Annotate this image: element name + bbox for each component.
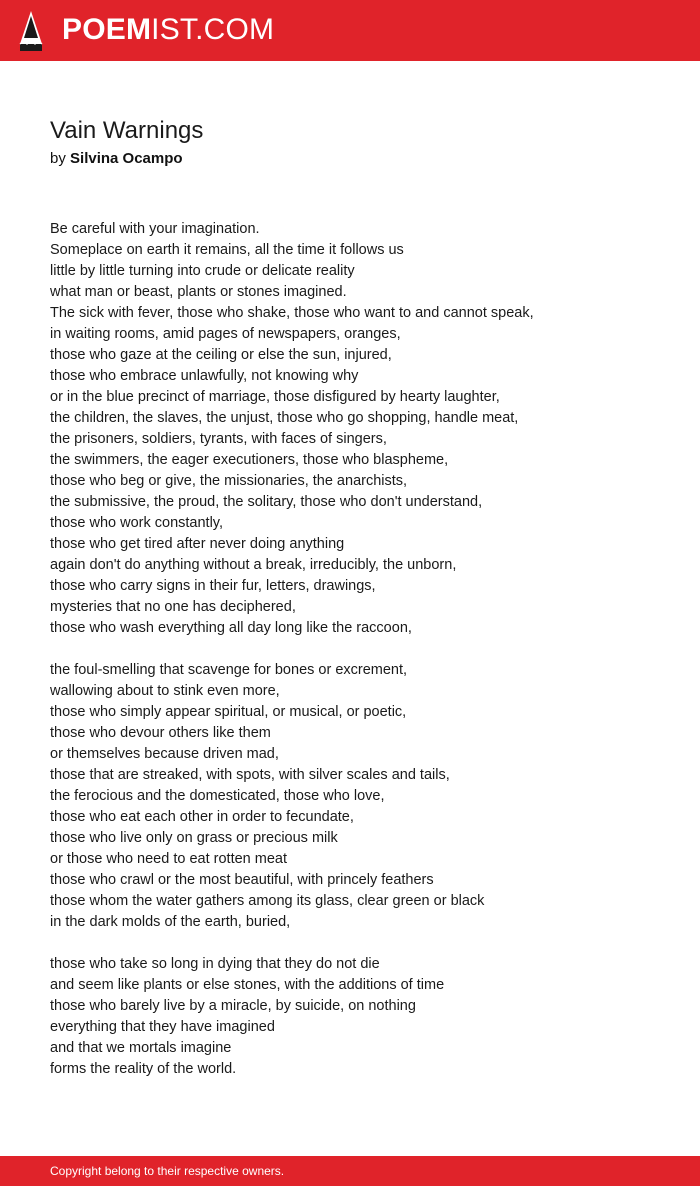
poem-line: those who beg or give, the missionaries, the anarchists, (50, 473, 408, 489)
poem-stanza (50, 954, 670, 1080)
poem-line: in the dark molds of the earth, buried, (50, 914, 291, 930)
by-label: by (50, 150, 66, 167)
poem-body (50, 219, 670, 1101)
poem-line: everything that they have imagined (50, 1019, 275, 1035)
poem-line: or themselves because driven mad, (50, 746, 279, 762)
poem-stanza (50, 219, 670, 639)
poem-line: the foul-smelling that scavenge for bones or excrement, (50, 662, 408, 678)
poem-title: Vain Warnings (50, 117, 204, 144)
poem-line: those who simply appear spiritual, or musical, or poetic, (50, 704, 407, 720)
poem-line: those who barely live by a miracle, by suicide, on nothing (50, 998, 416, 1014)
poem-line: forms the reality of the world. (50, 1061, 237, 1077)
byline (50, 149, 183, 169)
poem-line: the children, the slaves, the unjust, those who go shopping, handle meat, (50, 410, 519, 426)
site-footer (0, 1156, 700, 1186)
author-name: Silvina Ocampo (70, 150, 183, 167)
poem-line: Someplace on earth it remains, all the time it follows us (50, 242, 404, 258)
poem-line: those who crawl or the most beautiful, with princely feathers (50, 872, 434, 888)
poem-stanza (50, 660, 670, 933)
poem-line: those who eat each other in order to fecundate, (50, 809, 354, 825)
brand-bold-text: POEM (62, 13, 152, 46)
poem-line: the prisoners, soldiers, tyrants, with faces of singers, (50, 431, 387, 447)
poem-line: or in the blue precinct of marriage, those disfigured by hearty laughter, (50, 389, 500, 405)
poem-line: and that we mortals imagine (50, 1040, 232, 1056)
poem-line: those who carry signs in their fur, letters, drawings, (50, 578, 376, 594)
poem-line: wallowing about to stink even more, (50, 683, 280, 699)
poem-line: those whom the water gathers among its glass, clear green or black (50, 893, 485, 909)
poem-line: The sick with fever, those who shake, those who want to and cannot speak, (50, 305, 534, 321)
poem-line: what man or beast, plants or stones imagined. (50, 284, 347, 300)
poem-line: in waiting rooms, amid pages of newspapers, oranges, (50, 326, 401, 342)
poem-line: those that are streaked, with spots, with silver scales and tails, (50, 767, 450, 783)
poem-line: those who take so long in dying that they do not die (50, 956, 380, 972)
poem-line: those who embrace unlawfully, not knowing why (50, 368, 359, 384)
poem-line: those who wash everything all day long like the raccoon, (50, 620, 412, 636)
poem-line: and seem like plants or else stones, with the additions of time (50, 977, 445, 993)
site-logo-text[interactable] (62, 13, 274, 47)
poem-line: or those who need to eat rotten meat (50, 851, 287, 867)
copyright-text: Copyright belong to their respective owners. (50, 1164, 285, 1178)
brand-light-text: IST.COM (151, 13, 275, 46)
site-header (0, 0, 700, 61)
poem-line: those who get tired after never doing anything (50, 536, 345, 552)
poem-line: those who gaze at the ceiling or else the sun, injured, (50, 347, 392, 363)
poem-line: the submissive, the proud, the solitary, those who don't understand, (50, 494, 483, 510)
poem-line: the ferocious and the domesticated, those who love, (50, 788, 385, 804)
poem-line: Be careful with your imagination. (50, 221, 260, 237)
poem-line: those who devour others like them (50, 725, 271, 741)
poem-line: those who work constantly, (50, 515, 224, 531)
pencil-tip-icon[interactable] (18, 10, 44, 52)
poem-line: again don't do anything without a break, irreducibly, the unborn, (50, 557, 457, 573)
poem-line: mysteries that no one has deciphered, (50, 599, 296, 615)
poem-line: those who live only on grass or precious milk (50, 830, 338, 846)
poem-line: the swimmers, the eager executioners, those who blaspheme, (50, 452, 449, 468)
poem-line: little by little turning into crude or delicate reality (50, 263, 355, 279)
